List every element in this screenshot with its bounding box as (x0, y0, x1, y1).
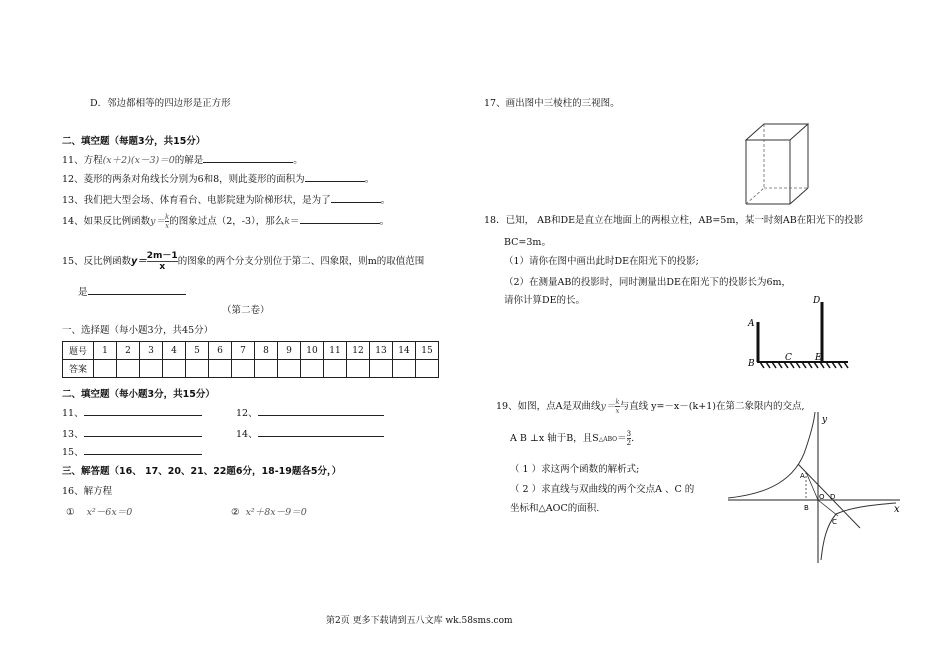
question-11: 11、方程(x＋2)(x－3)＝0的解是 。 (62, 155, 303, 166)
table-cell: 6 (209, 342, 232, 360)
choice-section-title: 一、选择题（每小题3分，共45分） (62, 325, 214, 336)
answer-blank[interactable] (258, 427, 384, 437)
equation-2: ② x²＋8x－9＝0 (231, 507, 307, 518)
table-cell: 1 (94, 342, 117, 360)
svg-text:A: A (800, 472, 805, 480)
option-d: D．邻边都相等的四边形是正方形 (90, 98, 231, 109)
svg-text:O: O (819, 493, 825, 501)
question-18-line5: 请你计算DE的长。 (504, 295, 586, 306)
answer-blank[interactable] (300, 214, 380, 224)
table-row (63, 342, 439, 360)
table-header-cell: 答案 (63, 360, 94, 378)
prism-figure (738, 118, 810, 208)
answer-blank[interactable] (305, 172, 365, 182)
answer-blank[interactable] (88, 285, 186, 295)
answer-blank[interactable] (84, 406, 202, 416)
svg-text:E: E (815, 353, 822, 363)
table-cell: 5 (186, 342, 209, 360)
svg-text:C: C (832, 518, 837, 526)
table-cell: 10 (301, 342, 324, 360)
answer-cell[interactable] (301, 360, 324, 378)
answer-cell[interactable] (255, 360, 278, 378)
svg-text:x: x (894, 504, 900, 515)
fill-section-title: 二、填空题（每题3分，共15分） (62, 136, 206, 147)
solve-section-title: 三、解答题（16、 17、20、21、22题6分，18-19题各5分，） (62, 466, 342, 477)
answer-cell[interactable] (370, 360, 393, 378)
question-19-line3: （ 1 ）求这两个函数的解析式; (510, 464, 640, 475)
svg-text:D: D (830, 493, 836, 501)
table-cell: 9 (278, 342, 301, 360)
question-15: 15、反比例函数y＝ $\frac{2m-1}{x}$ 的图象的两个分支分别位于第二、四象限，则m的取值范围 (62, 251, 425, 272)
question-19-line5: 坐标和△AOC的面积. (510, 503, 600, 514)
answer-cell[interactable] (347, 360, 370, 378)
answer-blank[interactable] (84, 445, 202, 455)
table-cell: 12 (347, 342, 370, 360)
question-15-line2: 是 (78, 284, 186, 298)
question-18-line1: 18．已知， AB和DE是直立在地面上的两根立柱，AB=5m，某一时刻AB在阳光下的投影 (484, 215, 864, 226)
fill-answer-13: 13、 (62, 426, 202, 440)
question-19-line4: （ 2 ）求直线与双曲线的两个交点A 、C 的 (510, 484, 695, 495)
fill-answer-12: 12、 (236, 405, 384, 419)
answer-table (62, 341, 439, 378)
answer-blank[interactable] (258, 406, 384, 416)
answer-cell[interactable] (163, 360, 186, 378)
pillars-figure (744, 294, 854, 376)
fill-answer-15: 15、 (62, 444, 202, 458)
question-18-line3: （1）请你在图中画出此时DE在阳光下的投影; (504, 256, 699, 267)
question-18-line2: BC=3m。 (504, 237, 551, 248)
question-17: 17、画出图中三棱柱的三视图。 (484, 98, 620, 109)
fill-answer-11: 11、 (62, 405, 202, 419)
table-cell: 14 (393, 342, 416, 360)
answer-cell[interactable] (140, 360, 163, 378)
answer-cell[interactable] (232, 360, 255, 378)
answer-cell[interactable] (94, 360, 117, 378)
question-14: 14、如果反比例函数y＝ $\frac{k}{x}$ 的图象过点（2，-3），那么k＝ 。 (62, 213, 390, 230)
answer-cell[interactable] (324, 360, 347, 378)
answer-cell[interactable] (416, 360, 439, 378)
answer-cell[interactable] (209, 360, 232, 378)
hyperbola-figure (728, 408, 904, 566)
answer-blank[interactable] (84, 427, 202, 437)
answer-blank[interactable] (203, 153, 293, 163)
svg-text:C: C (785, 353, 792, 363)
table-cell: 8 (255, 342, 278, 360)
question-16: 16、解方程 (62, 486, 113, 497)
answer-cell[interactable] (117, 360, 140, 378)
page-footer: 第2页 更多下载请到五八文库 wk.58sms.com (326, 616, 513, 626)
svg-text:y: y (822, 415, 828, 425)
question-19-line1: 19、如图，点A是双曲线y＝ $\frac{k}{x}$ 与直线 y=－x－(k+1)在第二象限内的交点, (496, 398, 805, 415)
svg-text:B: B (804, 504, 809, 512)
answer-blank[interactable] (331, 193, 381, 203)
table-cell: 4 (163, 342, 186, 360)
table-cell: 13 (370, 342, 393, 360)
question-13: 13、我们把大型会场、体育看台、电影院建为阶梯形状，是为了 。 (62, 195, 391, 206)
answer-cell[interactable] (393, 360, 416, 378)
table-row (63, 360, 439, 378)
svg-text:A: A (748, 319, 755, 329)
fill-section-title-2: 二、填空题（每小题3分，共15分） (62, 389, 215, 400)
answer-cell[interactable] (186, 360, 209, 378)
question-19-line2: A B ⊥x 轴于B，且S△ABO＝ $\frac{3}{2}$ . (510, 430, 635, 447)
answer-cell[interactable] (278, 360, 301, 378)
svg-text:D: D (813, 296, 821, 306)
question-12: 12、菱形的两条对角线长分别为6和8，则此菱形的面积为 。 (62, 174, 375, 185)
question-18-line4: （2）在测量AB的投影时，同时测量出DE在阳光下的投影长为6m， (504, 277, 791, 288)
svg-text:B: B (748, 359, 755, 369)
table-cell: 11 (324, 342, 347, 360)
table-cell: 2 (117, 342, 140, 360)
part-two-heading: （第二卷） (222, 305, 270, 316)
table-cell: 15 (416, 342, 439, 360)
table-header-cell: 题号 (63, 342, 94, 360)
fill-answer-14: 14、 (236, 426, 384, 440)
table-cell: 7 (232, 342, 255, 360)
table-cell: 3 (140, 342, 163, 360)
equation-1: ① x²－6x＝0 (66, 507, 133, 518)
